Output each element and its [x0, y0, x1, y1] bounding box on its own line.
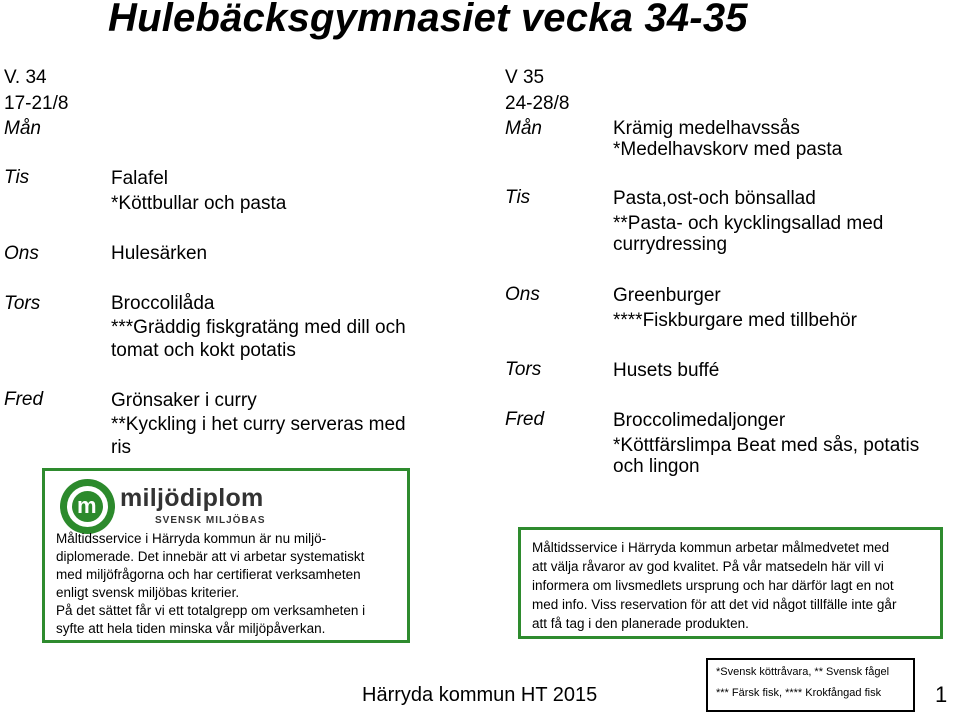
week35-label: V 35 — [505, 67, 545, 88]
week35-day-thu: Tors — [505, 359, 542, 380]
week35-tue-dish-1: Pasta,ost-och bönsallad — [613, 188, 816, 209]
week35-day-wed: Ons — [505, 284, 540, 305]
week34-wed-dish-1: Hulesärken — [111, 243, 208, 264]
week34-fri-dish-1: Grönsaker i curry — [111, 390, 257, 411]
week34-day-mon: Mån — [4, 118, 41, 139]
miljodiplom-text-1: Måltidsservice i Härryda kommun är nu miljö- — [56, 531, 327, 546]
miljodiplom-logo-icon: m — [60, 479, 115, 534]
miljodiplom-logo-sub: SVENSK MILJÖBAS — [155, 515, 266, 526]
legend-box — [706, 658, 915, 712]
week34-dates: 17-21/8 — [4, 93, 69, 114]
page-number: 1 — [935, 682, 948, 707]
legend-line-2: *** Färsk fisk, **** Krokfångad fisk — [716, 687, 882, 699]
week34-day-wed: Ons — [4, 243, 39, 264]
week35-wed-dish-1: Greenburger — [613, 285, 721, 306]
week35-mon-dish-2: *Medelhavskorv med pasta — [613, 139, 843, 160]
miljodiplom-text-4: enligt svensk miljöbas kriterier. — [56, 585, 240, 600]
week34-day-tue: Tis — [4, 167, 30, 188]
week34-tue-dish-1: Falafel — [111, 168, 169, 189]
week35-tue-dish-2: **Pasta- och kycklingsallad med — [613, 213, 884, 234]
week35-tue-dish-3: currydressing — [613, 234, 728, 255]
week34-label: V. 34 — [4, 67, 47, 88]
legend-line-1: *Svensk köttråvara, ** Svensk fågel — [716, 666, 890, 678]
week35-day-tue: Tis — [505, 187, 531, 208]
week34-fri-dish-2: **Kyckling i het curry serveras med — [111, 414, 406, 435]
miljodiplom-text-3: med miljöfrågorna och har certifierat verksamheten — [56, 567, 361, 582]
footer-text: Härryda kommun HT 2015 — [362, 684, 598, 706]
miljodiplom-box — [42, 468, 410, 643]
miljodiplom-text-6: syfte att hela tiden minska vår miljöpåverkan. — [56, 621, 326, 636]
quality-text-2: att välja råvaror av god kvalitet. På vår matsedeln här vill vi — [532, 559, 884, 574]
quality-text-1: Måltidsservice i Härryda kommun arbetar målmedvetet med — [532, 540, 890, 555]
week35-fri-dish-1: Broccolimedaljonger — [613, 410, 786, 431]
quality-text-5: att få tag i den planerade produkten. — [532, 616, 749, 631]
week34-thu-dish-1: Broccolilåda — [111, 293, 215, 314]
week35-fri-dish-2: *Köttfärslimpa Beat med sås, potatis — [613, 435, 920, 456]
miljodiplom-text-2: diplomerade. Det innebär att vi arbetar systematiskt — [56, 549, 365, 564]
quality-text-3: informera om livsmedlets ursprung och har därför lagt en not — [532, 578, 894, 593]
week35-day-mon: Mån — [505, 118, 542, 139]
week35-fri-dish-3: och lingon — [613, 456, 700, 477]
miljodiplom-text-5: På det sättet får vi ett totalgrepp om verksamheten i — [56, 603, 366, 618]
week35-dates: 24-28/8 — [505, 93, 570, 114]
week34-thu-dish-3: tomat och kokt potatis — [111, 340, 296, 361]
week35-thu-dish-1: Husets buffé — [613, 360, 720, 381]
week35-wed-dish-2: ****Fiskburgare med tillbehör — [613, 310, 857, 331]
week34-day-thu: Tors — [4, 293, 41, 314]
week34-tue-dish-2: *Köttbullar och pasta — [111, 193, 287, 214]
quality-text-4: med info. Viss reservation för att det vid något tillfälle inte går — [532, 597, 897, 612]
week34-day-fri: Fred — [4, 389, 44, 410]
week35-mon-dish-1: Krämig medelhavssås — [613, 118, 800, 139]
week34-thu-dish-2: ***Gräddig fiskgratäng med dill och — [111, 317, 406, 338]
miljodiplom-logo-word: miljödiplom — [120, 484, 264, 512]
quality-box — [518, 527, 943, 639]
week35-day-fri: Fred — [505, 409, 545, 430]
page-title: Hulebäcksgymnasiet vecka 34-35 — [108, 0, 748, 40]
week34-fri-dish-3: ris — [111, 437, 132, 458]
